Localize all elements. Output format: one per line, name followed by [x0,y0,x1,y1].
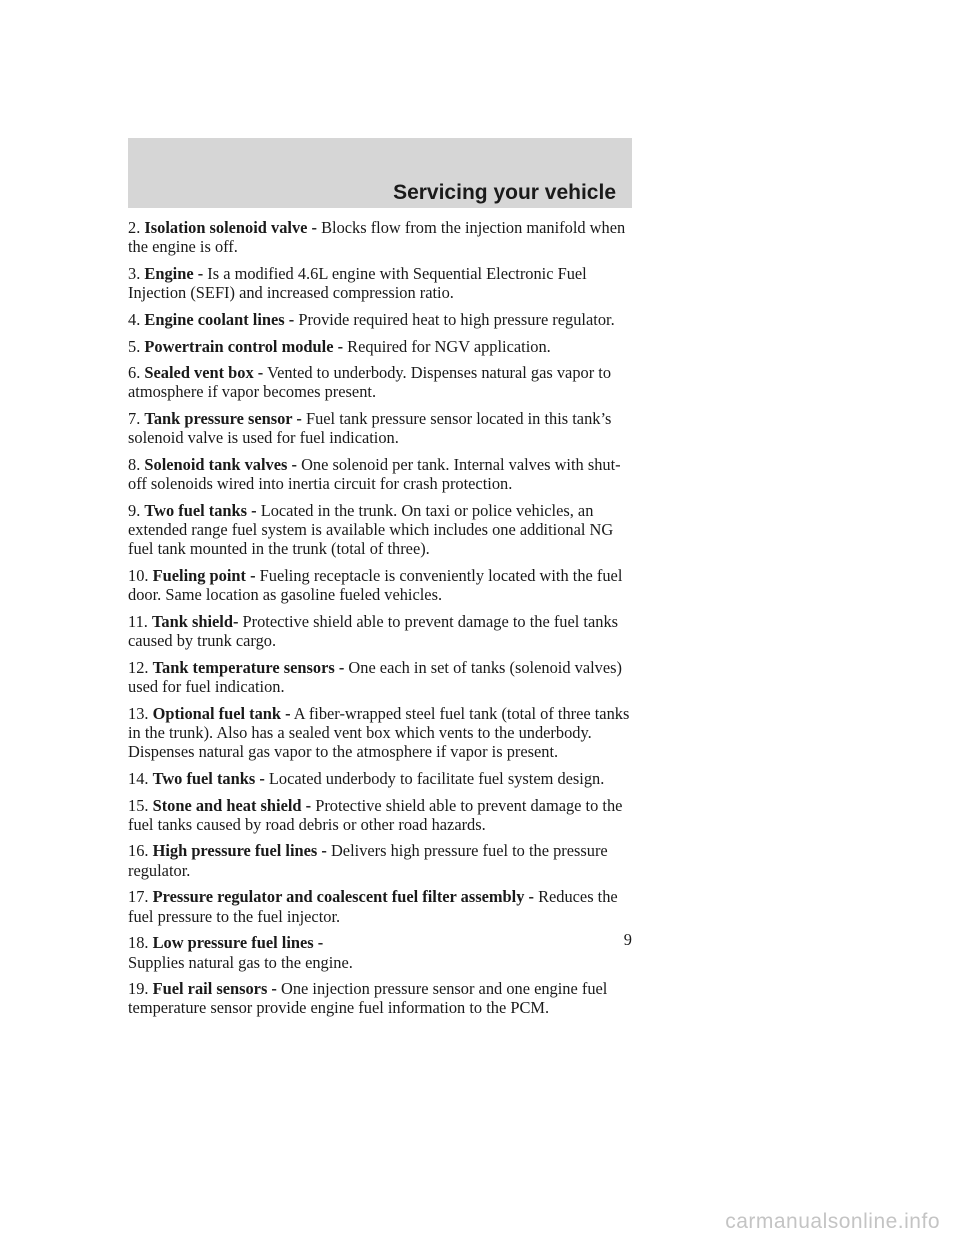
item-description: Located underbody to facilitate fuel system design. [268,768,605,788]
item-description: Located in the trunk. On taxi or police vehicles, an extended range fuel system is available which includes one additional NG fuel tank mounted in the trunk (total of three). [128,500,614,559]
item-term: Tank temperature sensors - [152,657,345,677]
item-description: Fuel tank pressure sensor located in this tank’s solenoid valve is used for fuel indication. [128,409,612,448]
component-list [128,218,638,1025]
item-number: 4. [128,309,141,329]
item-term: Low pressure fuel lines - [152,933,324,953]
list-item [128,264,638,302]
item-description: Provide required heat to high pressure regulator. [298,309,615,329]
list-item [128,933,638,971]
item-number: 2. [128,218,141,237]
list-item [128,566,638,604]
item-term: Fueling point - [152,566,256,586]
list-item [128,704,638,762]
list-item [128,612,638,650]
item-term: Engine coolant lines - [144,309,295,329]
list-item [128,658,638,696]
list-item [128,887,638,925]
item-term: Fuel rail sensors - [152,979,277,999]
item-description: Supplies natural gas to the engine. [128,952,353,972]
list-item [128,363,638,401]
item-term: Stone and heat shield - [152,795,312,815]
list-item [128,337,638,356]
item-number: 18. [128,933,149,953]
item-number: 9. [128,500,141,520]
item-number: 8. [128,455,141,475]
item-term: Pressure regulator and coalescent fuel filter assembly - [152,887,534,907]
section-title: Servicing your vehicle [393,181,616,204]
item-description: A fiber-wrapped steel fuel tank (total of three tanks in the trunk). Also has a sealed vent box which vents to the underbody. Dispenses natural gas vapor to the atmosphere if vapor is present. [128,703,630,762]
list-item [128,979,638,1017]
item-description: Is a modified 4.6L engine with Sequential Electronic Fuel Injection (SEFI) and increased compression ratio. [128,263,587,303]
item-description: Reduces the fuel pressure to the fuel injector. [128,887,618,926]
item-description: One each in set of tanks (solenoid valves) used for fuel indication. [128,657,622,697]
item-term: Tank pressure sensor - [144,409,302,429]
item-term: Solenoid tank valves - [144,455,297,475]
item-term: Optional fuel tank - [152,703,291,723]
item-number: 5. [128,336,141,356]
item-description: Blocks flow from the injection manifold when the engine is off. [128,218,626,257]
item-term: Two fuel tanks - [152,768,265,788]
item-description: Protective shield able to prevent damage to the fuel tanks caused by road debris or other road hazards. [128,795,623,834]
list-item [128,310,638,329]
item-number: 17. [128,887,149,907]
watermark: carmanualsonline.info [725,1210,940,1233]
list-item [128,769,638,788]
item-number: 6. [128,363,141,383]
list-item [128,218,638,256]
item-number: 3. [128,263,141,283]
list-item [128,796,638,834]
page-number: 9 [623,930,632,949]
item-term: Two fuel tanks - [144,500,257,520]
item-description: Required for NGV application. [347,336,551,356]
item-term: Tank shield- [152,611,239,631]
item-term: Isolation solenoid valve - [144,218,317,237]
item-number: 13. [128,703,149,723]
item-description: Delivers high pressure fuel to the pressure regulator. [128,841,608,880]
item-number: 19. [128,979,149,999]
item-term: Engine - [144,263,204,283]
section-header [128,138,632,208]
item-number: 14. [128,768,149,788]
item-description: Fueling receptacle is conveniently located with the fuel door. Same location as gasoline fueled vehicles. [128,566,623,605]
item-description: One injection pressure sensor and one engine fuel temperature sensor provide engine fuel information to the PCM. [128,979,608,1018]
item-number: 15. [128,795,149,815]
item-number: 10. [128,566,149,586]
item-term: Sealed vent box - [144,363,264,383]
list-item [128,501,638,559]
item-number: 11. [128,611,148,631]
item-number: 7. [128,409,141,429]
list-item [128,409,638,447]
item-description: Protective shield able to prevent damage to the fuel tanks caused by trunk cargo. [128,611,619,651]
item-term: High pressure fuel lines - [152,841,327,861]
item-description: Vented to underbody. Dispenses natural gas vapor to atmosphere if vapor becomes present. [128,363,612,402]
list-item [128,841,638,879]
item-number: 12. [128,657,149,677]
item-description: One solenoid per tank. Internal valves with shut-off solenoids wired into inertia circuit for crash protection. [128,455,621,494]
item-term: Powertrain control module - [144,336,344,356]
item-number: 16. [128,841,149,861]
list-item [128,455,638,493]
